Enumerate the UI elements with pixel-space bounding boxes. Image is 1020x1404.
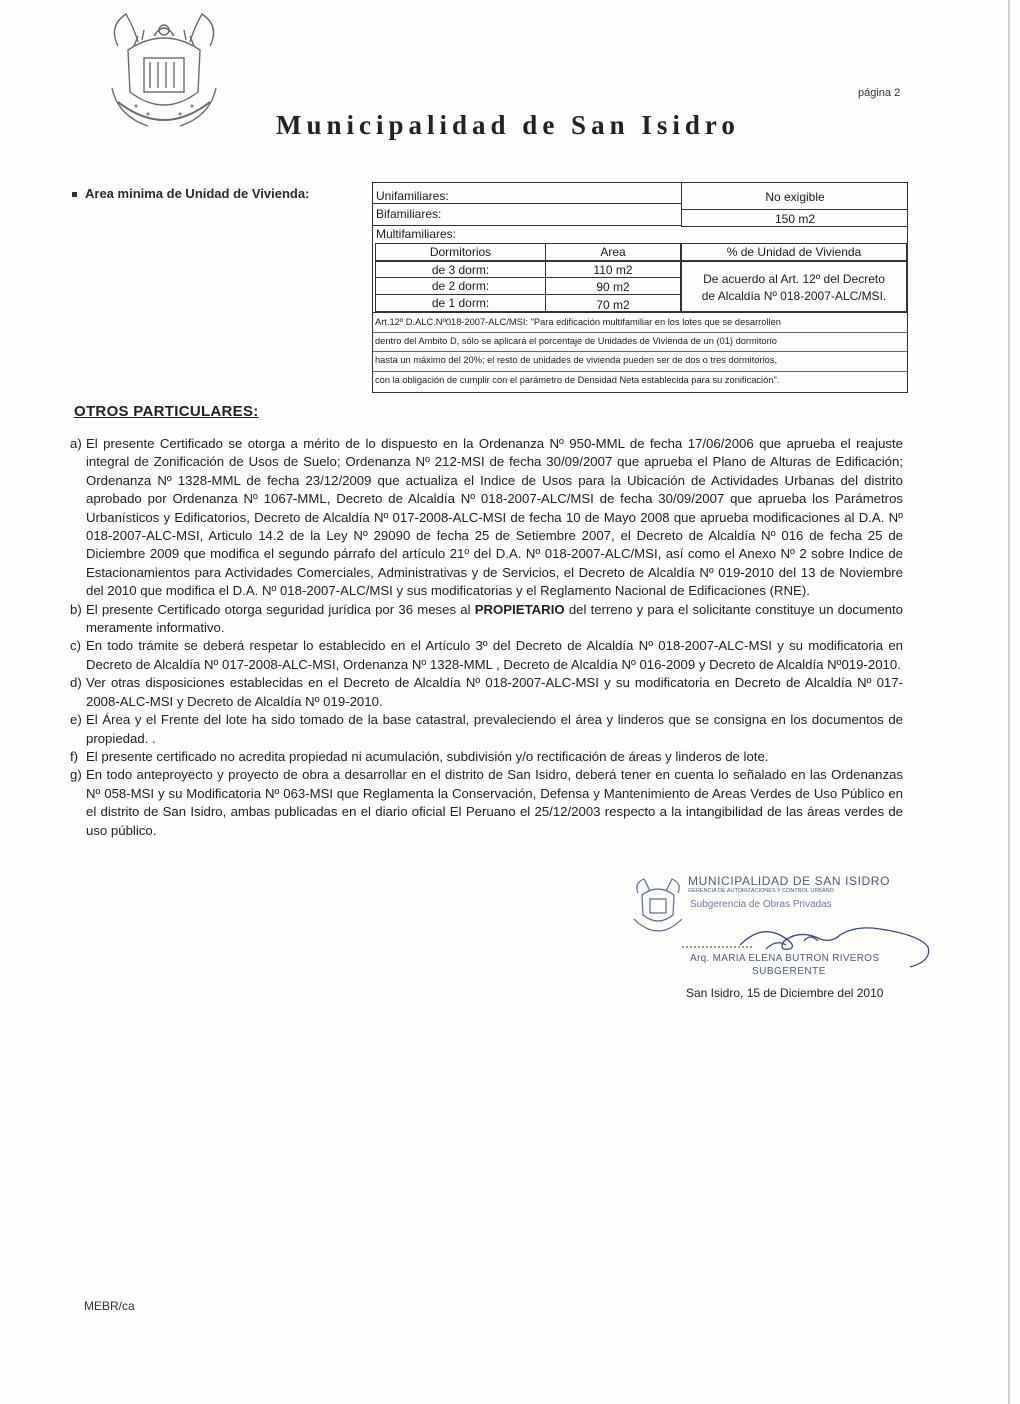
unifamiliares-label: Unifamiliares: [376, 189, 449, 203]
footnote-line-4: con la obligación de cumplir con el parámetro de Densidad Neta establecida para su zonificación". [375, 375, 780, 385]
stamp-institution: MUNICIPALIDAD DE SAN ISIDRO [688, 874, 891, 888]
percent-note-line-1: De acuerdo al Art. 12º del Decreto [703, 272, 885, 286]
condition-text [86, 637, 903, 674]
condition-f [70, 748, 903, 766]
page-number: página 2 [858, 87, 901, 99]
footnote-line-2: dentro del Ambito D, sólo se aplicará el porcentaje de Unidades de Vivienda de un (01) dormitorio [375, 336, 777, 346]
stamp-subdepartment: Subgerencia de Obras Privadas [690, 899, 832, 910]
condition-text-part: El Área y el Frente del lote ha sido tomado de la base catastral, prevaleciendo el área y linderos que se consigna en los documentos de propiedad. . [86, 712, 903, 746]
divider [373, 351, 907, 352]
bifamiliares-label: Bifamiliares: [376, 207, 442, 221]
divider [373, 332, 907, 333]
bullet-icon [72, 192, 77, 197]
divider [373, 225, 681, 226]
condition-text [86, 766, 903, 840]
condition-letter: a) [70, 436, 82, 451]
footer-initials: MEBR/ca [84, 1299, 135, 1313]
condition-text-part: El presente certificado no acredita propiedad ni acumulación, subdivisión y/o rectificación de áreas y linderos de lote. [86, 748, 769, 764]
condition-text [86, 601, 903, 638]
condition-letter: f) [70, 748, 79, 764]
divider [373, 371, 907, 372]
condition-e [70, 711, 903, 748]
area-minimum-label-text: Area minima de Unidad de Vivienda: [85, 186, 310, 201]
condition-g [70, 766, 903, 840]
condition-letter: e) [70, 712, 82, 728]
multifamiliares-label: Multifamiliares: [376, 227, 457, 241]
column-area: Area [545, 243, 681, 261]
condition-letter: g) [70, 767, 82, 783]
condition-text [86, 674, 903, 711]
row-area-2: 90 m2 [545, 277, 681, 295]
column-percent: % de Unidad de Vivienda [681, 243, 907, 261]
unifamiliares-value: No exigible [681, 182, 908, 210]
condition-a [70, 435, 903, 601]
condition-text-part: En todo trámite se deberá respetar lo establecido en el Artículo 3º del Decreto de Alcaldía Nº 018-2007-ALC-MSI y su modificatoria en Decreto de Alcaldía Nº 017-2008-ALC-MSI, Ordenanza Nº 1328-MML , Decreto de Alcaldía Nº 016-2009 y Decreto de Alcaldía Nº019-2010. [86, 638, 903, 672]
stamp-department: GERENCIA DE AUTORIZACIONES Y CONTROL URBANO [688, 888, 834, 894]
row-area-3: 110 m2 [545, 261, 681, 278]
footnote-line-3: hasta un máximo del 20%; el resto de unidades de vivienda pueden ser de dos o tres dormitorios, [375, 355, 778, 365]
condition-emphasis: PROPIETARIO [474, 601, 565, 617]
condition-b [70, 601, 903, 638]
area-table [372, 182, 908, 393]
signature-date: San Isidro, 15 de Diciembre del 2010 [686, 986, 884, 1000]
row-dorm-3: de 3 dorm: [375, 261, 546, 278]
row-area-1: 70 m2 [545, 294, 681, 312]
signer-name: Arq. MARIA ELENA BUTRON RIVEROS [690, 953, 880, 964]
municipality-title: Municipalidad de San Isidro [276, 110, 740, 140]
condition-text [86, 748, 903, 766]
conditions-list [70, 435, 903, 840]
condition-text-part: Ver otras disposiciones establecidas en el Decreto de Alcaldía Nº 018-2007-ALC-MSI y su modificatoria en Decreto de Alcaldía Nº 017-2008-ALC-MSI y Decreto de Alcaldía Nº 019-2010. [86, 675, 903, 709]
section-title: OTROS PARTICULARES: [74, 403, 259, 420]
condition-letter: d) [70, 675, 82, 691]
scan-artifact [1008, 0, 1010, 1404]
condition-text-part: En todo anteproyecto y proyecto de obra a desarrollar en el distrito de San Isidro, deberá tener en cuenta lo señalado en las Ordenanzas Nº 058-MSI y su Modificatoria Nº 063-MSI que Reglamenta la Conservación, Defensa y Mantenimiento de Areas Verdes de Uso Público en el distrito de San Isidro, ambas publicadas en el diario oficial El Peruano el 25/12/2003 respecto a la intangibilidad de las áreas verdes de uso público. [86, 767, 903, 838]
footnote-line-1: Art.12º D.ALC.Nº018-2007-ALC/MSI: "Para edificación multifamiliar en los lotes que se desarrollen [375, 317, 781, 327]
condition-text [86, 435, 903, 601]
area-minimum-label [72, 186, 309, 201]
row-dorm-1: de 1 dorm: [375, 294, 546, 312]
official-seal-stamp [628, 875, 688, 937]
condition-c [70, 637, 903, 674]
divider [373, 312, 907, 313]
condition-text [86, 711, 903, 748]
column-dormitorios: Dormitorios [375, 243, 546, 261]
condition-text-part: El presente Certificado otorga seguridad jurídica por 36 meses al [86, 601, 475, 617]
condition-d [70, 674, 903, 711]
condition-letter: b) [70, 601, 82, 617]
municipal-crest-logo [98, 6, 230, 136]
condition-letter: c) [70, 638, 81, 654]
bifamiliares-value: 150 m2 [681, 209, 908, 227]
condition-text-part: del terreno y para el solicitante constituye un documento meramente informativo. [86, 601, 903, 636]
divider [373, 203, 681, 204]
condition-text-part: El presente Certificado se otorga a mérito de lo dispuesto en la Ordenanza Nº 950-MML de fecha 17/06/2006 que aprueba el reajuste integral de Zonificación de Usos de Suelo; Ordenanza Nº 212-MSI de fecha 30/09/2007 que aprueba el Plano de Alturas de Edificación; Ordenanza Nº 1328-MML de fecha 23/12/2009 que actualiza el Indice de Usos para la Ubicación de Actividades Urbanas del distrito aprobado por Ordenanza Nº 1067-MML, Decreto de Alcaldía Nº 018-2007-ALC/MSI de fecha 30/09/2007 que aprueba los Parámetros Urbanísticos y Edificatorios, Decreto de Alcaldía Nº 017-2008-ALC-MSI de fecha 10 de Mayo 2008 que aprueba modificaciones al D.A. Nº 018-2007-ALC-MSI, Articulo 14.2 de la Ley Nº 29090 de fecha 25 de Setiembre 2007, el Decreto de Alcaldía Nº 016 de fecha 25 de Diciembre 2009 que modifica el segundo párrafo del artículo 21º del D.A. Nº 018-2007-ALC/MSI, así como el Anexo Nº 2 sobre Indice de Estacionamientos para Actividades Comerciales, Administrativas y de Servicios, el Decreto de Alcaldía Nº 019-2010 del 13 de Noviembre del 2010 que modifica el D.A. Nº 018-2007-ALC/MSI y sus modificatorias y el Reglamento Nacional de Edificaciones (RNE). [86, 436, 903, 599]
percent-note-cell [681, 261, 907, 312]
row-dorm-2: de 2 dorm: [375, 277, 546, 295]
signer-role: SUBGERENTE [752, 966, 826, 977]
percent-note-line-2: de Alcaldía Nº 018-2007-ALC/MSI. [701, 289, 887, 303]
